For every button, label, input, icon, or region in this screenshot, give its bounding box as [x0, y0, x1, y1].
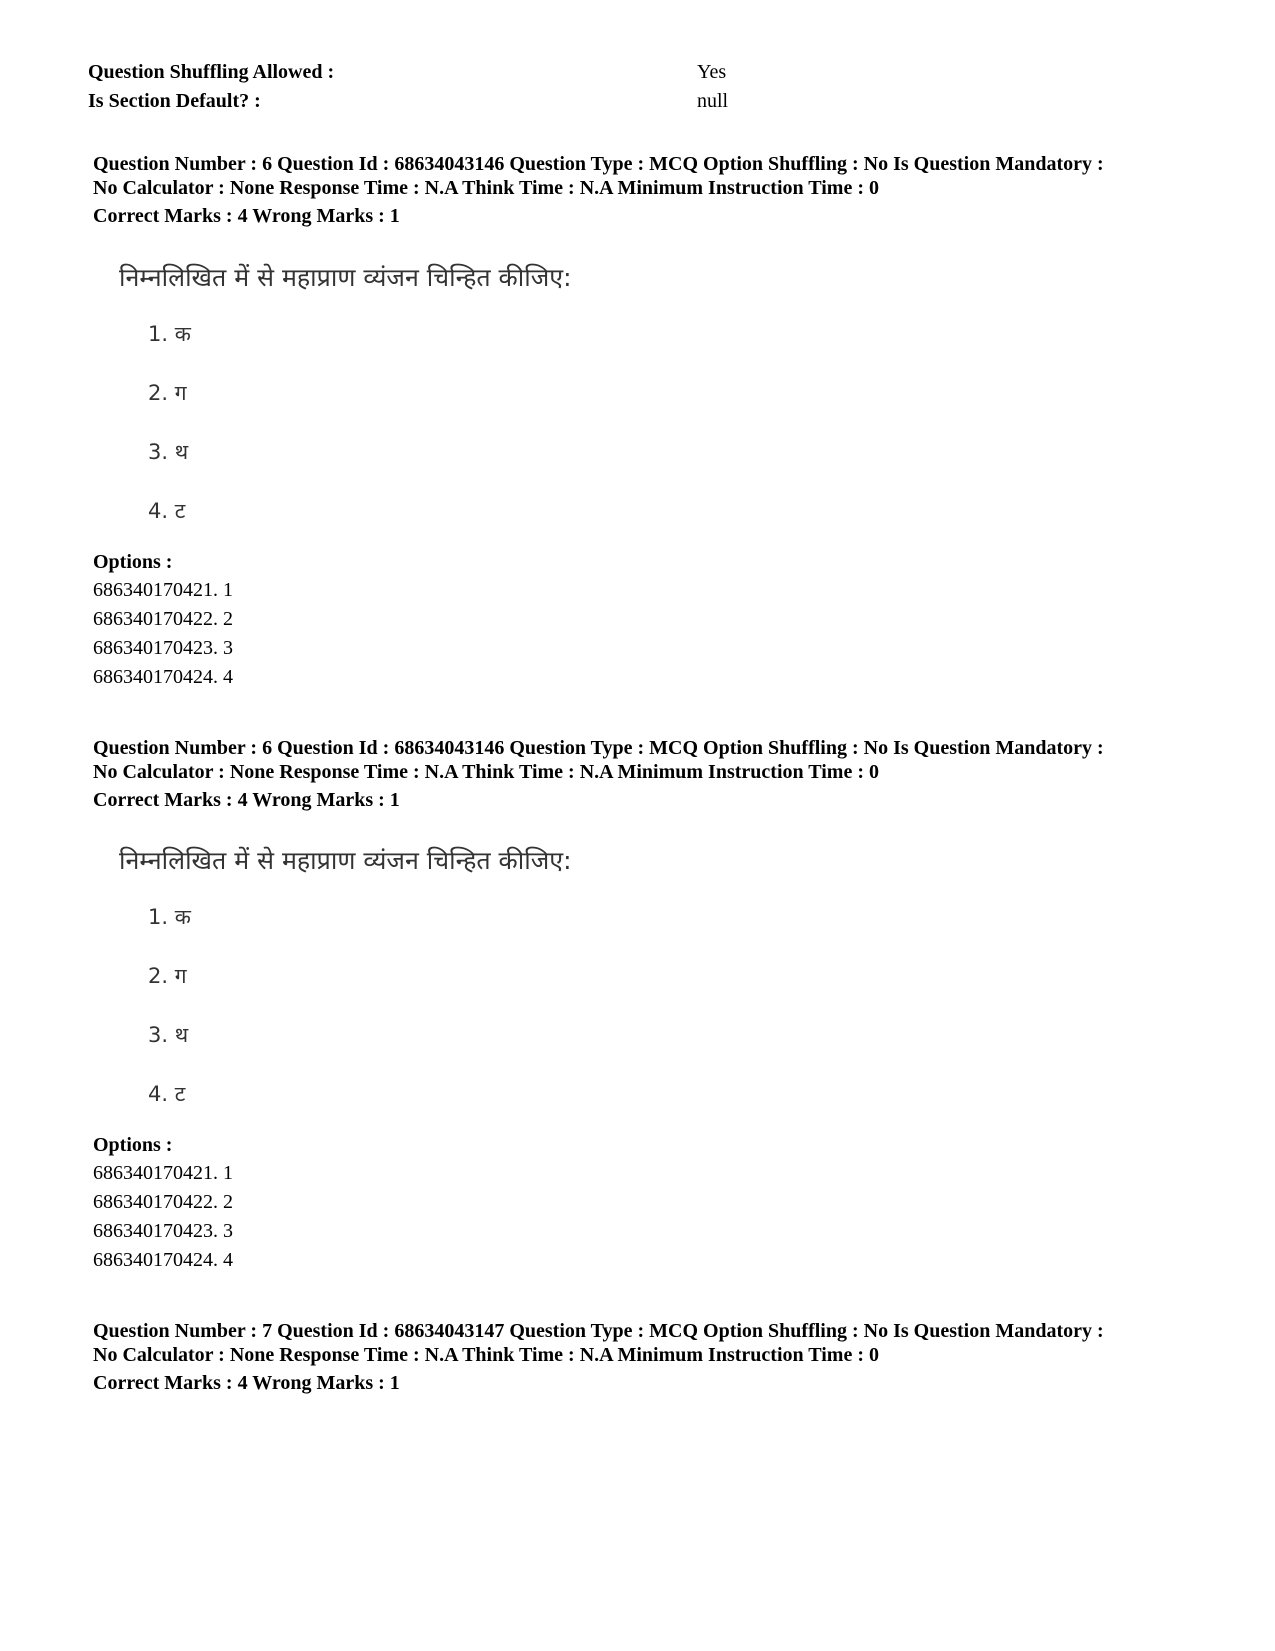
shuffle-label: Question Shuffling Allowed : [88, 61, 335, 83]
option-row: 686340170422. 2 [93, 608, 233, 630]
question-meta-line1: Question Number : 6 Question Id : 68634043146 Question Type : MCQ Option Shuffling : No Is Question Mandatory : [93, 737, 1104, 759]
option-row: 686340170422. 2 [93, 1191, 233, 1213]
choice-3: 3. थ [148, 1023, 189, 1047]
choice-3: 3. थ [148, 440, 189, 464]
choice-2: 2. ग [148, 964, 187, 988]
option-row: 686340170421. 1 [93, 1162, 233, 1184]
question-meta-line1: Question Number : 6 Question Id : 68634043146 Question Type : MCQ Option Shuffling : No Is Question Mandatory : [93, 153, 1104, 175]
option-row: 686340170424. 4 [93, 1249, 233, 1271]
option-row: 686340170424. 4 [93, 666, 233, 688]
option-row: 686340170423. 3 [93, 637, 233, 659]
option-row: 686340170423. 3 [93, 1220, 233, 1242]
choice-2: 2. ग [148, 381, 187, 405]
question-text: निम्नलिखित में से महाप्राण व्यंजन चिन्हित कीजिए: [119, 846, 572, 875]
choice-1: 1. क [148, 905, 191, 929]
choice-1: 1. क [148, 322, 191, 346]
question-meta-line2: No Calculator : None Response Time : N.A Think Time : N.A Minimum Instruction Time : 0 [93, 177, 879, 199]
choice-4: 4. ट [148, 499, 186, 523]
question-meta-line2: No Calculator : None Response Time : N.A Think Time : N.A Minimum Instruction Time : 0 [93, 1344, 879, 1366]
shuffle-value: Yes [697, 61, 727, 83]
options-label: Options : [93, 551, 173, 573]
choice-4: 4. ट [148, 1082, 186, 1106]
question-marks: Correct Marks : 4 Wrong Marks : 1 [93, 789, 400, 811]
question-meta-line2: No Calculator : None Response Time : N.A Think Time : N.A Minimum Instruction Time : 0 [93, 761, 879, 783]
question-text: निम्नलिखित में से महाप्राण व्यंजन चिन्हित कीजिए: [119, 263, 572, 292]
question-marks: Correct Marks : 4 Wrong Marks : 1 [93, 205, 400, 227]
option-row: 686340170421. 1 [93, 579, 233, 601]
section-default-label: Is Section Default? : [88, 90, 261, 112]
options-label: Options : [93, 1134, 173, 1156]
question-marks: Correct Marks : 4 Wrong Marks : 1 [93, 1372, 400, 1394]
question-meta-line1: Question Number : 7 Question Id : 68634043147 Question Type : MCQ Option Shuffling : No Is Question Mandatory : [93, 1320, 1104, 1342]
section-default-value: null [697, 90, 729, 112]
